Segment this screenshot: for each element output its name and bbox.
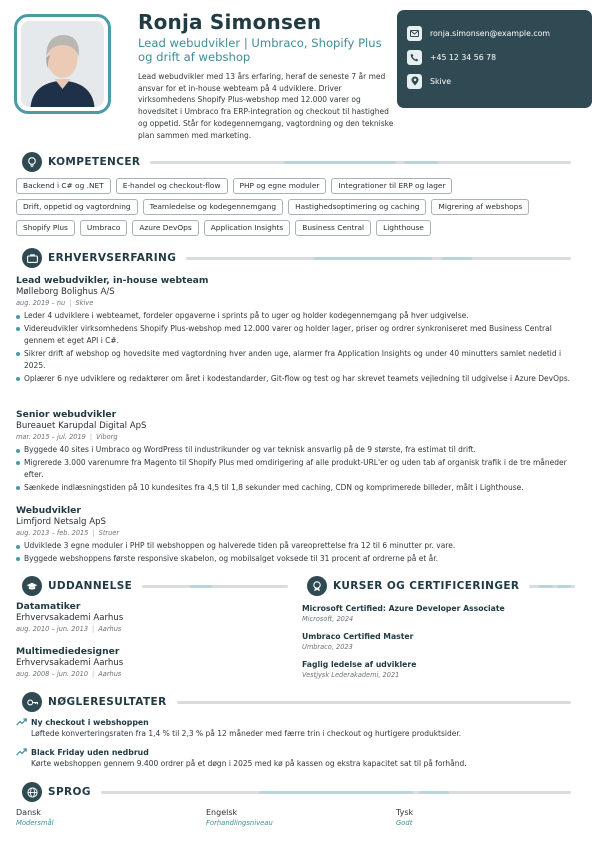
section-divider [150,161,571,164]
experience-section-header [22,248,571,268]
job-bullets [16,540,581,565]
contact-box [397,10,592,108]
profile-photo [21,21,104,107]
skill-chip: Business Central [295,220,371,236]
courses-section-header [307,576,575,596]
education-section-header [22,576,288,596]
phone-icon [407,50,422,65]
skill-chip: Umbraco [80,220,127,236]
job-company: Limfjord Netsalg ApS [16,517,106,527]
education-entry [16,646,286,680]
globe-icon [22,782,42,802]
language-level: Godt [396,819,413,827]
job-meta: aug. 2013 – feb. 2015 | Struer [16,529,120,537]
location-pin-icon [407,74,422,89]
language-level: Forhandlingsniveau [206,819,273,827]
section-divider [142,585,288,588]
skill-chip: Integrationer til ERP og lager [331,178,452,194]
profile-photo-frame [14,14,111,114]
skill-chip: E-handel og checkout-flow [116,178,228,194]
mail-icon [407,26,422,41]
course-entry [302,603,582,624]
course-meta: Vestjysk Lederakademi, 2021 [302,671,400,679]
section-divider [529,585,575,588]
job-bullet: Udviklede 3 egne moduler i PHP til webshoppen og halverede tiden på vareoprettelse fra 12 til 6 minutter pr. vare. [16,540,581,553]
course-meta: Umbraco, 2023 [302,643,353,651]
job-bullet: Videreudvikler virksomhedens Shopify Plus-webshop med 12.000 varer og holder lager, priser og ordrer synkroniseret med Business Central gennem et eget API i C#. [16,323,581,348]
profile-summary: Lead webudvikler med 13 års erfaring, heraf de seneste 7 år med ansvar for et in-house webteam på 4 udviklere. Driver virksomhedens Shopify Plus-webshop med 12.000 varer og hovedsitet i Umbraco fra ERP-integration og checkout til hastighed og oppetid. Står for kodegennemgang, vagtordning og den tekniske plan sammen med marketing. [138,72,394,140]
skill-chip: Hastighedsoptimering og caching [288,199,426,215]
course-meta: Microsoft, 2024 [302,615,354,623]
language-level: Modersmål [16,819,54,827]
language-name: Engelsk [206,808,238,817]
contact-phone[interactable]: +45 12 34 56 78 [430,52,497,62]
languages-section-header [22,782,571,802]
course-entry [302,659,582,680]
job-title: Webudvikler [16,505,81,516]
skill-chip: Migrering af webshops [431,199,529,215]
result-description: Løftede konverteringsraten fra 1,4 % til 2,3 % på 12 måneder med færre trin i checkout og hurtigere produktsider. [31,729,462,738]
course-title: Umbraco Certified Master [302,632,414,641]
section-divider [101,791,571,794]
skills-title: KOMPETENCER [48,156,141,168]
course-title: Faglig ledelse af udviklere [302,660,417,669]
job-bullet: Oplærer 6 nye udviklere og redaktører om året i kodestandarder, Git-flow og test og har skrevet teamets vejledning til udgivelse i Azure DevOps. [16,373,581,386]
job-bullet: Migrerede 3.000 varenumre fra Magento til Shopify Plus med omdirigering af alle produkt-URL'er og uden tab af organisk trafik i de tre måneder efter. [16,457,581,482]
lightbulb-icon [22,152,42,172]
candidate-role: Lead webudvikler | Umbraco, Shopify Plus og drift af webshop [138,36,382,64]
experience-title: ERHVERVSERFARING [48,252,177,264]
education-school: Erhvervsakademi Aarhus [16,613,124,623]
job-entry [16,505,581,565]
job-entry [16,275,581,386]
key-icon [22,692,42,712]
education-meta: aug. 2010 – jun. 2013 | Aarhus [16,625,122,633]
skills-list [16,178,576,241]
job-bullets [16,310,581,386]
skill-chip: PHP og egne moduler [233,178,327,194]
contact-location: Skive [430,76,452,86]
job-meta: mar. 2015 – jul. 2019 | Viborg [16,433,118,441]
job-bullet: Leder 4 udviklere i webteamet, fordeler opgaverne i sprints på to uger og holder kodegennemgang på hver udgivelse. [16,310,581,323]
graduation-cap-icon [22,576,42,596]
briefcase-icon [22,248,42,268]
result-entry [16,747,576,770]
results-title: NØGLERESULTATER [48,696,167,708]
contact-location-row [407,73,582,89]
result-entry [16,717,576,740]
job-company: Bureauet Karupdal Digital ApS [16,421,147,431]
education-degree: Datamatiker [16,601,81,612]
result-description: Kørte webshoppen gennem 9.400 ordrer på et døgn i 2025 med kø på kassen og ekstra kapacitet sat til på forhånd. [31,759,467,768]
skill-chip: Backend i C# og .NET [16,178,111,194]
job-meta: aug. 2019 – nu | Skive [16,299,94,307]
result-title: Black Friday uden nedbrud [31,748,149,757]
candidate-name: Ronja Simonsen [138,10,322,34]
job-title: Senior webudvikler [16,409,117,420]
skill-chip: Application Insights [204,220,291,236]
contact-email[interactable]: ronja.simonsen@example.com [430,28,550,38]
skill-chip: Teamledelse og kodegennemgang [143,199,283,215]
education-title: UDDANNELSE [48,580,133,592]
trend-up-icon [16,718,27,728]
section-divider [186,257,571,260]
certificate-icon [307,576,327,596]
section-divider [177,701,571,704]
contact-phone-row[interactable] [407,49,582,65]
education-entry [16,601,286,635]
job-entry [16,409,581,494]
education-meta: aug. 2008 – jun. 2010 | Aarhus [16,670,122,678]
job-title: Lead webudvikler, in-house webteam [16,275,209,286]
language-name: Tysk [396,808,414,817]
languages-title: SPROG [48,786,91,798]
education-school: Erhvervsakademi Aarhus [16,658,124,668]
trend-up-icon [16,748,27,758]
education-degree: Multimediedesigner [16,646,120,657]
result-title: Ny checkout i webshoppen [31,718,149,727]
job-bullet: Byggede webshoppens første responsive skabelon, og mobilsalget voksede til 31 procent af ordrerne på et år. [16,553,581,566]
skill-chip: Azure DevOps [132,220,198,236]
results-section-header [22,692,571,712]
job-bullets [16,444,581,494]
language-name: Dansk [16,808,41,817]
language-entry [206,807,273,829]
course-entry [302,631,582,652]
skill-chip: Shopify Plus [16,220,75,236]
courses-title: KURSER OG CERTIFICERINGER [333,580,520,592]
skill-chip: Lighthouse [376,220,431,236]
job-bullet: Sikrer drift af webshop og hovedsite med vagtordning hver anden uge, alarmer fra Application Insights og under 40 minutters samlet nedetid i 2025. [16,348,581,373]
language-entry [16,807,54,829]
job-bullet: Sænkede indlæsningstiden på 10 kundesites fra 4,5 til 1,8 sekunder med caching, CDN og komprimerede billeder, målt i Lighthouse. [16,482,581,495]
job-bullet: Byggede 40 sites i Umbraco og WordPress til industrikunder og var teknisk ansvarlig på de 9 største, fra estimat til drift. [16,444,581,457]
skills-section-header [22,152,571,172]
course-title: Microsoft Certified: Azure Developer Associate [302,604,505,613]
contact-email-row[interactable] [407,25,582,41]
skill-chip: Drift, oppetid og vagtordning [16,199,138,215]
job-company: Mølleborg Bolighus A/S [16,287,115,297]
language-entry [396,807,413,829]
